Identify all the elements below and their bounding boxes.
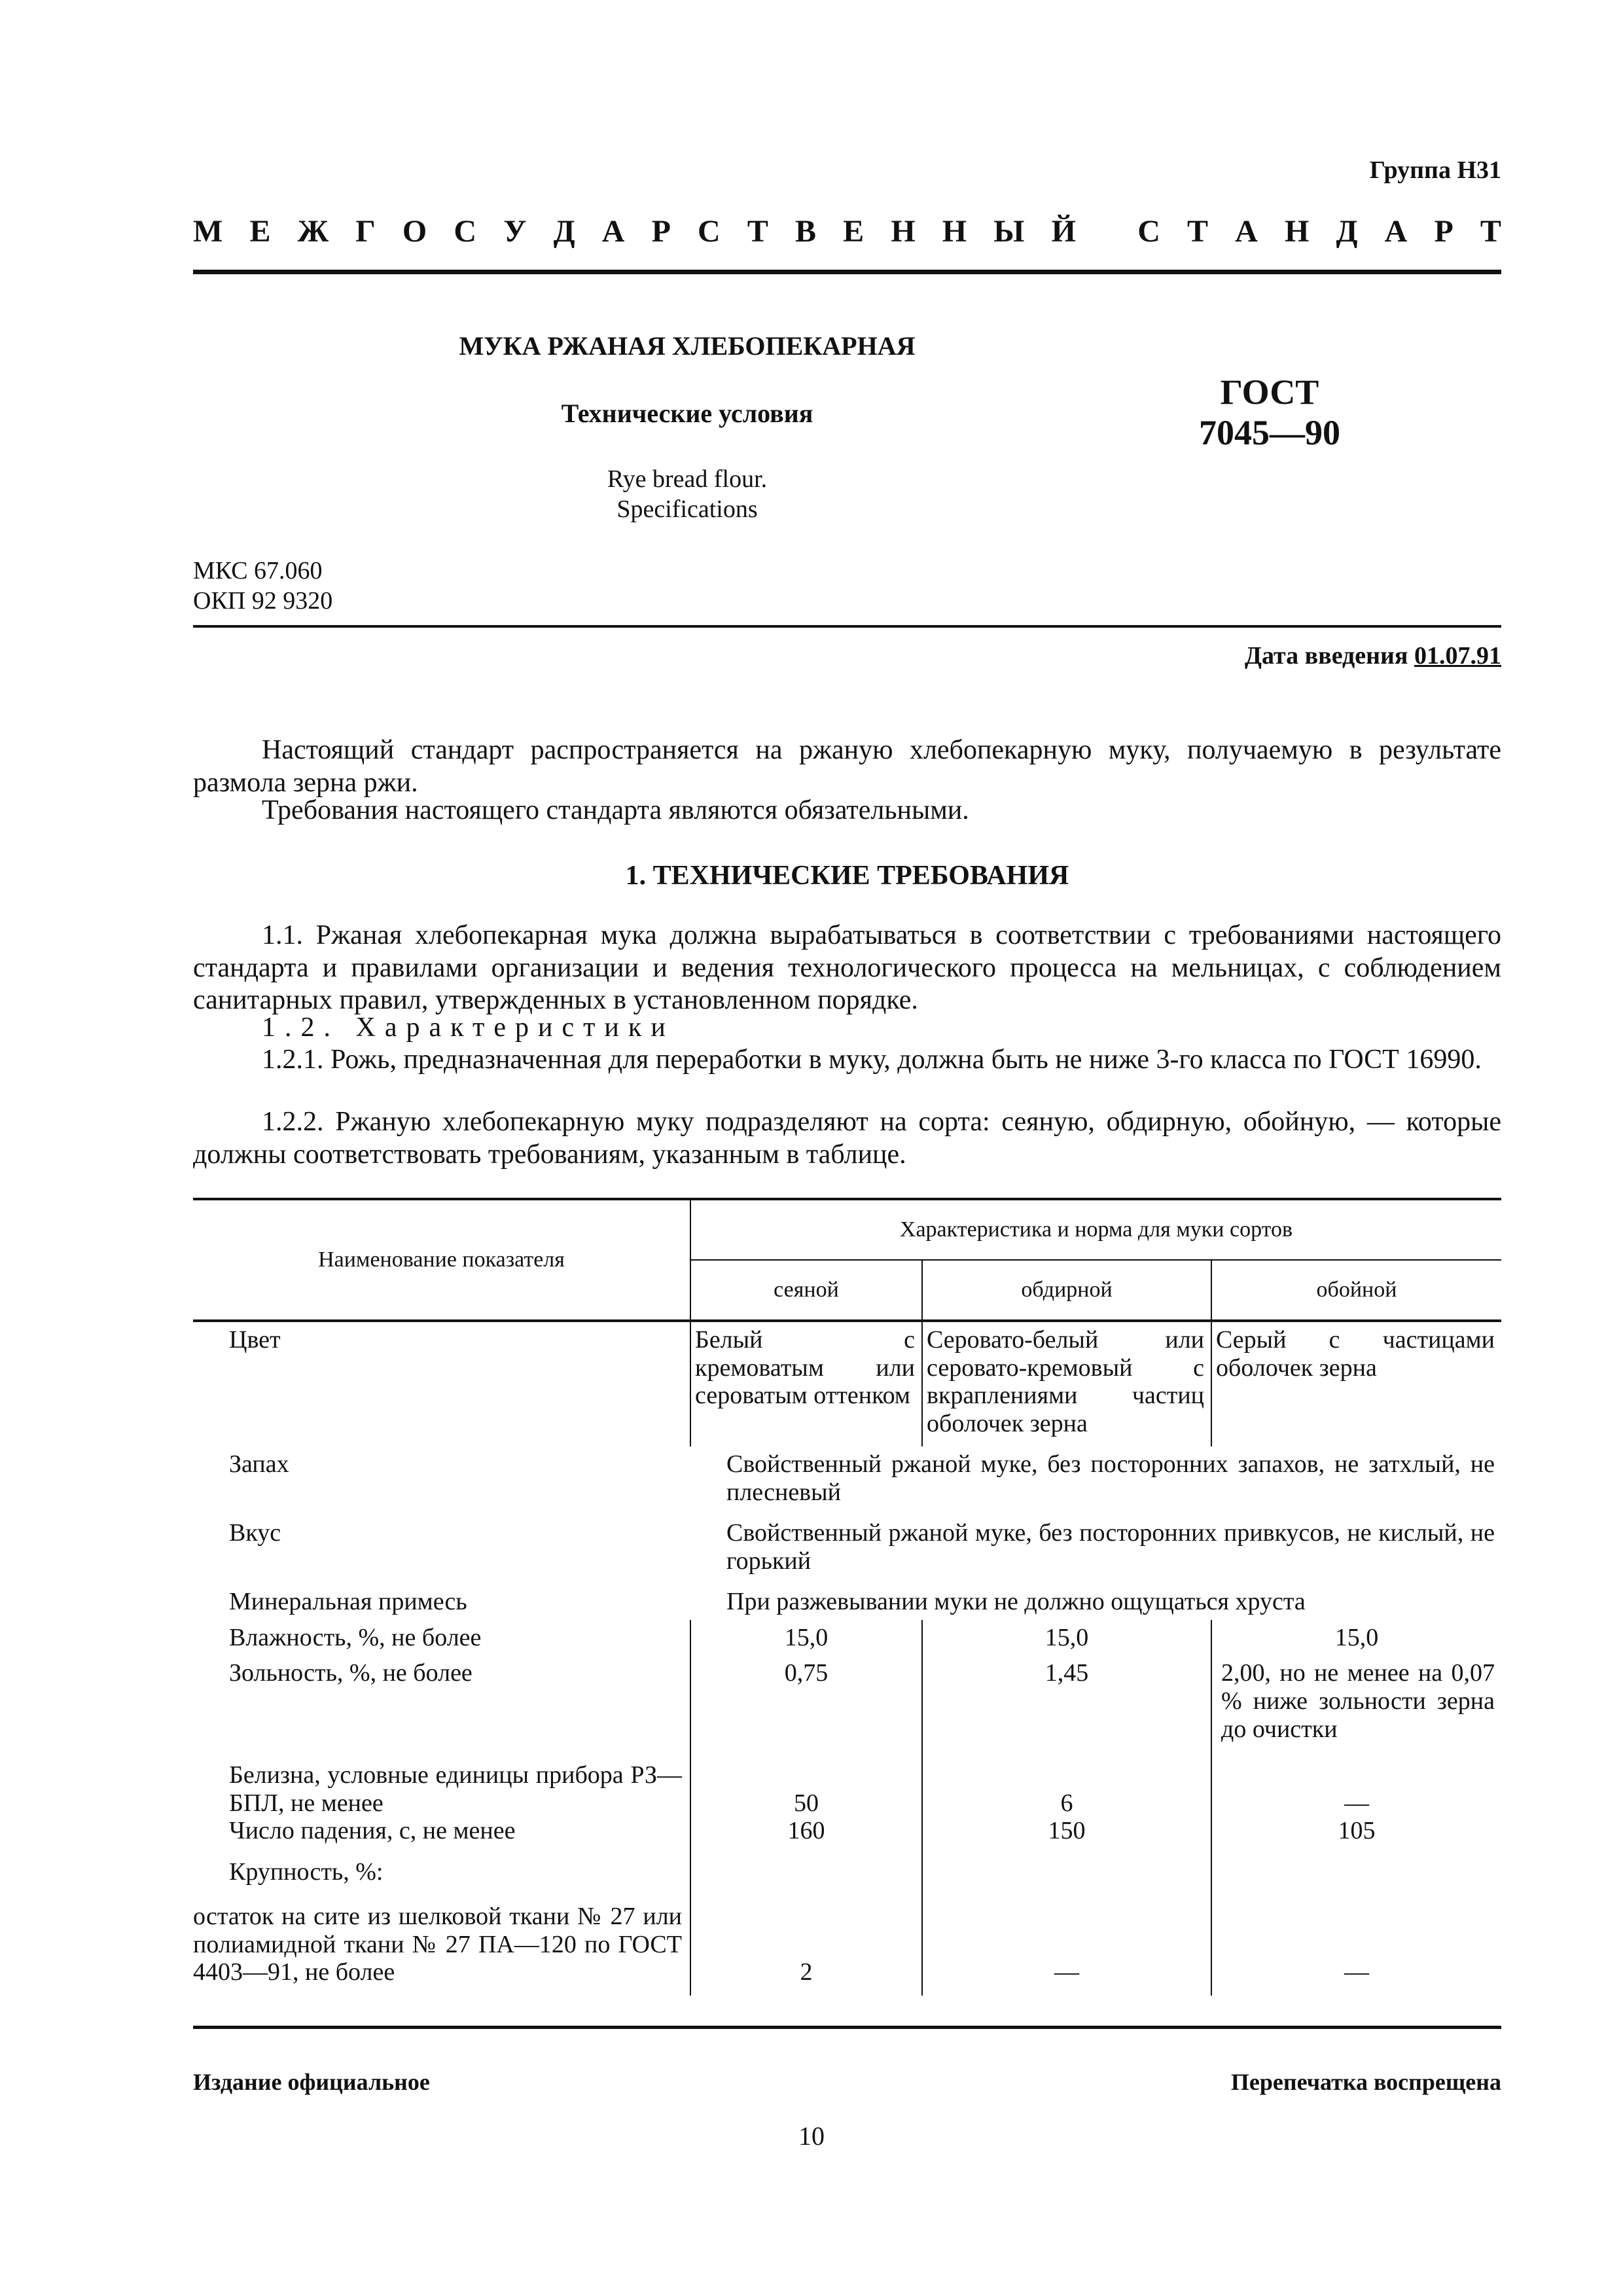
row-name: Влажность, %, не более — [229, 1623, 482, 1651]
row-name: остаток на сите из шелковой ткани № 27 или полиамидной ткани № 27 ПА—120 по ГОСТ 4403—91, не более — [193, 1903, 682, 1986]
table-row — [193, 1446, 1501, 1515]
table-row — [193, 1584, 1501, 1620]
classification-codes — [193, 556, 332, 616]
banner-letter: О — [402, 214, 427, 249]
cell-value: Белый с кремоватым или сероватым оттенком — [690, 1321, 922, 1446]
effective-date-value: 01.07.91 — [1414, 642, 1501, 670]
row-name: Цвет — [229, 1326, 281, 1354]
cell-value: Серый с частицами оболочек зерна — [1211, 1321, 1501, 1446]
english-title — [393, 465, 982, 524]
banner-letter: В — [795, 214, 817, 249]
clause-1-2-1: 1.2.1. Рожь, предназначенная для переработки в муку, должна быть не ниже 3-го класса по ГОСТ 16990. — [262, 1045, 1482, 1075]
banner-letter: Т — [1187, 214, 1209, 249]
header-indicator-name: Наименование показателя — [193, 1199, 690, 1321]
table-row — [193, 1899, 1501, 1996]
section-heading: 1. ТЕХНИЧЕСКИЕ ТРЕБОВАНИЯ — [625, 861, 1069, 891]
banner-letter: Й — [1051, 214, 1076, 249]
banner-letter: У — [503, 214, 527, 249]
row-name: Число падения, с, не менее — [229, 1817, 516, 1845]
banner-letter: Ы — [993, 214, 1025, 249]
table-row — [193, 1854, 1501, 1899]
header-rule — [193, 270, 1501, 274]
banner-letter: Р — [651, 214, 671, 249]
footer-official-edition: Издание официальное — [193, 2069, 430, 2095]
cell-value: 0,75 — [690, 1655, 922, 1752]
banner-letter: С — [1137, 214, 1160, 249]
intro-paragraph-2: Требования настоящего стандарта являются обязательными. — [262, 795, 969, 825]
cell-value: 6 — [922, 1752, 1211, 1817]
footer-rule — [193, 2026, 1501, 2029]
banner-letter: Е — [843, 214, 865, 249]
table-row — [193, 1655, 1501, 1752]
cell-value: Свойственный ржаной муке, без посторонних запахов, не затхлый, не плесневый — [726, 1450, 1495, 1506]
effective-date-label: Дата введения — [1244, 642, 1408, 670]
document-subtitle: Технические условия — [561, 399, 813, 428]
banner-letter: Р — [1434, 214, 1454, 249]
cell-value: 15,0 — [1211, 1620, 1501, 1656]
banner-letter: А — [601, 214, 625, 249]
cell-value: 2 — [690, 1899, 922, 1996]
cell-value: — — [1211, 1752, 1501, 1817]
cell-empty — [922, 1854, 1211, 1899]
cell-value: — — [1211, 1899, 1501, 1996]
row-name: Белизна, условные единицы прибора РЗ—БПЛ, не менее — [229, 1761, 682, 1817]
banner-letter — [1103, 213, 1111, 249]
cell-empty — [690, 1854, 922, 1899]
banner-letter: Д — [553, 214, 575, 249]
clause-1-1: 1.1. Ржаная хлебопекарная мука должна вырабатываться в соответствии с требованиями настоящего стандарта и правилами организации и ведения технологического процесса на мельницах, с соблюдением санитарных правил, утвержденных в установленном порядке. — [193, 920, 1501, 1016]
row-name: Запах — [229, 1450, 289, 1479]
header-grade-peeled: обдирной — [922, 1260, 1211, 1321]
row-name: Крупность, %: — [229, 1857, 383, 1886]
table-row — [193, 1817, 1501, 1854]
header-grade-sifted: сеяной — [690, 1260, 922, 1321]
banner-letter: Н — [942, 214, 967, 249]
clause-1-2-2: 1.2.2. Ржаную хлебопекарную муку подразделяют на сорта: сеяную, обдирную, обойную, — которые должны соответствовать требованиям, указанным в таблице. — [193, 1107, 1501, 1170]
banner-letter: Д — [1336, 214, 1358, 249]
cell-value: Серовато-белый или серовато-кремовый с вкраплениями частиц оболочек зерна — [922, 1321, 1211, 1446]
cell-value: 1,45 — [922, 1655, 1211, 1752]
clause-1-2: 1.2. Характеристики — [262, 1013, 675, 1043]
gost-number — [1113, 372, 1427, 453]
okp-code: ОКП 92 9320 — [193, 586, 333, 615]
cell-value: 105 — [1211, 1817, 1501, 1854]
banner-letter: С — [698, 214, 721, 249]
banner-letter: Т — [1480, 214, 1501, 249]
banner-letter: М — [193, 214, 223, 249]
banner-letter: Г — [355, 214, 376, 249]
cell-value: Свойственный ржаной муке, без посторонних привкусов, не кислый, не горький — [726, 1519, 1495, 1575]
cell-value: 2,00, но не менее на 0,07 % ниже зольности зерна до очистки — [1211, 1655, 1501, 1752]
interstate-standard-banner — [193, 213, 1501, 249]
row-name: Зольность, %, не более — [229, 1659, 473, 1687]
cell-value: 15,0 — [922, 1620, 1211, 1656]
table-row — [193, 1515, 1501, 1584]
gost-label: ГОСТ — [1220, 372, 1319, 412]
table-header-row — [193, 1199, 1501, 1260]
table-row — [193, 1620, 1501, 1656]
cell-value: При разжевывании муки не должно ощущаться хруста — [726, 1588, 1306, 1616]
banner-letter: Е — [249, 214, 271, 249]
banner-letter: Н — [891, 214, 916, 249]
page-number: 10 — [798, 2121, 825, 2151]
row-name: Минеральная примесь — [229, 1588, 467, 1616]
cell-value: 150 — [922, 1817, 1211, 1854]
table-row — [193, 1321, 1501, 1446]
english-title-line-2: Specifications — [616, 495, 758, 523]
cell-value: 50 — [690, 1752, 922, 1817]
row-name: Вкус — [229, 1519, 281, 1547]
codes-rule — [193, 625, 1501, 628]
english-title-line-1: Rye bread flour. — [607, 465, 768, 493]
banner-letter: Н — [1284, 214, 1310, 249]
group-code: Группа Н31 — [1369, 156, 1501, 184]
document-title: МУКА РЖАНАЯ ХЛЕБОПЕКАРНАЯ — [459, 331, 916, 361]
effective-date — [1245, 641, 1501, 670]
banner-letter: С — [454, 214, 477, 249]
banner-letter: А — [1235, 214, 1258, 249]
footer-reprint-prohibited: Перепечатка воспрещена — [1230, 2069, 1501, 2095]
requirements-table — [193, 1198, 1501, 1996]
banner-letter: Ж — [297, 214, 329, 249]
gost-code: 7045—90 — [1199, 413, 1340, 453]
header-grade-group: Характеристика и норма для муки сортов — [690, 1199, 1501, 1260]
intro-paragraph-1: Настоящий стандарт распространяется на ржаную хлебопекарную муку, получаемую в результате размола зерна ржи. — [193, 735, 1501, 798]
mks-code: МКС 67.060 — [193, 557, 323, 584]
header-grade-wholemeal: обойной — [1211, 1260, 1501, 1321]
cell-value: — — [922, 1899, 1211, 1996]
cell-empty — [1211, 1854, 1501, 1899]
banner-letter: А — [1384, 214, 1408, 249]
cell-value: 160 — [690, 1817, 922, 1854]
table-row — [193, 1752, 1501, 1817]
cell-value: 15,0 — [690, 1620, 922, 1656]
banner-letter: Т — [747, 214, 768, 249]
